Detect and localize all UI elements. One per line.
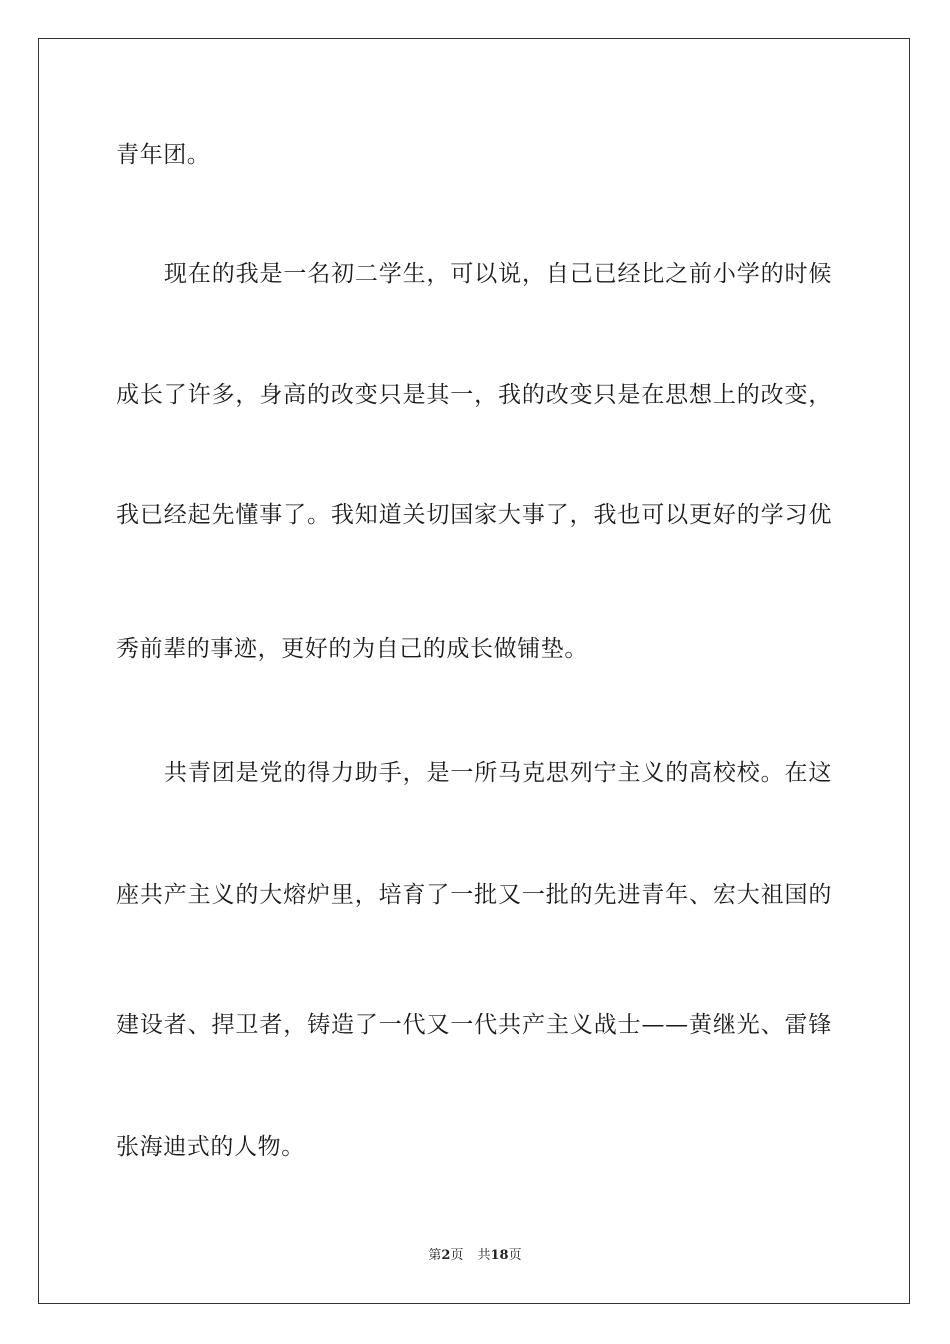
footer-page-suffix: 页 xyxy=(450,1248,464,1263)
page-border xyxy=(38,38,910,1304)
page-footer xyxy=(0,1248,950,1264)
paragraph-line-6: 共青团是党的得力助手，是一所马克思列宁主义的高校校。在这 xyxy=(164,760,832,786)
footer-total-pages: 18 xyxy=(490,1248,509,1263)
footer-total-prefix: 共 xyxy=(477,1248,491,1263)
paragraph-line-9: 张海迪式的人物。 xyxy=(116,1134,305,1160)
paragraph-line-7: 座共产主义的大熔炉里，培育了一批又一批的先进青年、宏大祖国的 xyxy=(116,882,832,908)
paragraph-line-5: 秀前辈的事迹，更好的为自己的成长做铺垫。 xyxy=(116,636,588,662)
footer-page-number: 2 xyxy=(441,1248,451,1263)
paragraph-line-4: 我已经起先懂事了。我知道关切国家大事了，我也可以更好的学习优 xyxy=(116,502,832,528)
paragraph-line-1: 青年团。 xyxy=(116,142,211,168)
paragraph-line-8: 建设者、捍卫者，铸造了一代又一代共产主义战士——黄继光、雷锋 xyxy=(116,1012,832,1038)
footer-page-prefix: 第 xyxy=(428,1248,442,1263)
paragraph-line-3: 成长了许多，身高的改变只是其一，我的改变只是在思想上的改变， xyxy=(116,382,832,408)
footer-total-suffix: 页 xyxy=(508,1248,522,1263)
paragraph-line-2: 现在的我是一名初二学生，可以说，自己已经比之前小学的时候 xyxy=(164,261,832,287)
